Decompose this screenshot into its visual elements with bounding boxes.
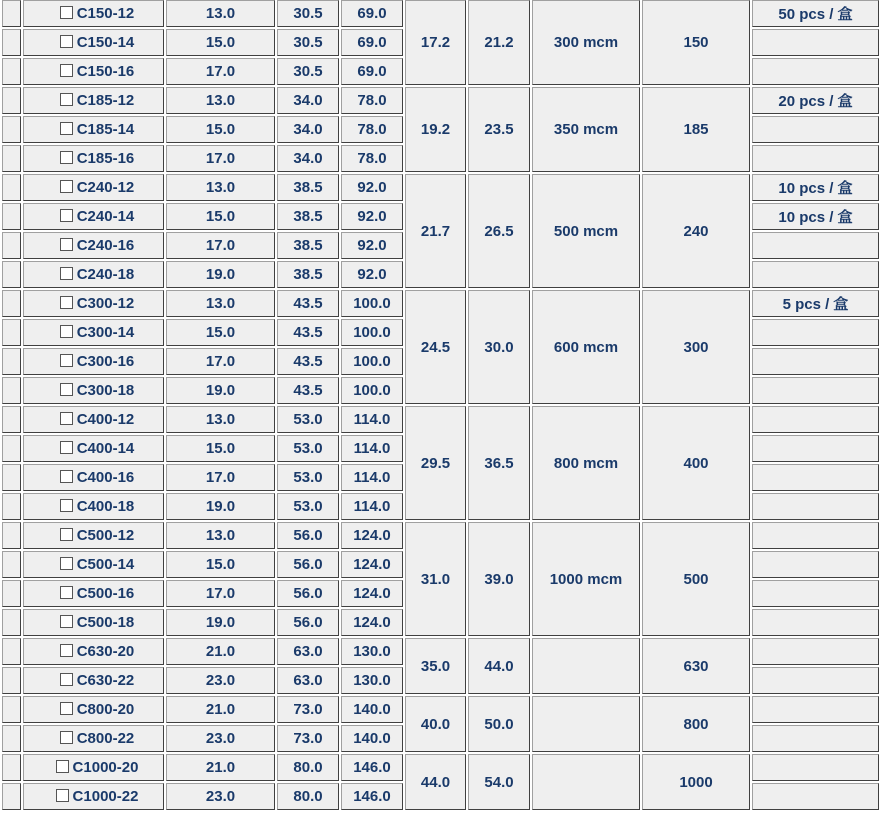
- select-checkbox[interactable]: [60, 325, 73, 338]
- cable-size-cell: 240: [642, 174, 750, 288]
- select-checkbox[interactable]: [60, 151, 73, 164]
- select-checkbox[interactable]: [60, 499, 73, 512]
- row-spacer-cell: [2, 609, 21, 636]
- bolt-size-cell: 19.0: [166, 493, 275, 520]
- width-cell: 56.0: [277, 551, 339, 578]
- bolt-size-cell: 13.0: [166, 406, 275, 433]
- part-number-label: C300-14: [76, 324, 135, 341]
- width-cell: 43.5: [277, 319, 339, 346]
- packing-cell: 10 pcs / 盒: [752, 203, 879, 230]
- bolt-size-cell: 19.0: [166, 377, 275, 404]
- part-number-cell: [23, 348, 164, 375]
- packing-cell: [752, 435, 879, 462]
- width-cell: 63.0: [277, 667, 339, 694]
- select-checkbox[interactable]: [60, 93, 73, 106]
- bolt-size-cell: 15.0: [166, 116, 275, 143]
- width-cell: 80.0: [277, 783, 339, 810]
- length-cell: 114.0: [341, 493, 403, 520]
- mcm-size-cell: [532, 638, 640, 694]
- width-cell: 30.5: [277, 0, 339, 27]
- bolt-size-cell: 13.0: [166, 87, 275, 114]
- length-cell: 140.0: [341, 725, 403, 752]
- outer-diameter-cell: 36.5: [468, 406, 530, 520]
- select-checkbox[interactable]: [60, 586, 73, 599]
- part-number-cell: [23, 464, 164, 491]
- part-number-cell: [23, 116, 164, 143]
- width-cell: 73.0: [277, 725, 339, 752]
- width-cell: 34.0: [277, 87, 339, 114]
- bolt-size-cell: 13.0: [166, 0, 275, 27]
- packing-cell: [752, 638, 879, 665]
- mcm-size-cell: [532, 696, 640, 752]
- length-cell: 124.0: [341, 522, 403, 549]
- mcm-size-cell: 300 mcm: [532, 0, 640, 85]
- select-checkbox[interactable]: [60, 470, 73, 483]
- length-cell: 114.0: [341, 406, 403, 433]
- mcm-size-cell: 1000 mcm: [532, 522, 640, 636]
- width-cell: 30.5: [277, 58, 339, 85]
- part-number-cell: [23, 754, 164, 781]
- part-number-label: C400-18: [76, 498, 135, 515]
- bolt-size-cell: 23.0: [166, 725, 275, 752]
- row-spacer-cell: [2, 696, 21, 723]
- part-number-cell: [23, 58, 164, 85]
- select-checkbox[interactable]: [60, 6, 73, 19]
- row-spacer-cell: [2, 319, 21, 346]
- select-checkbox[interactable]: [60, 615, 73, 628]
- packing-cell: [752, 696, 879, 723]
- part-number-cell: [23, 493, 164, 520]
- width-cell: 56.0: [277, 580, 339, 607]
- part-number-cell: [23, 783, 164, 810]
- width-cell: 56.0: [277, 522, 339, 549]
- row-spacer-cell: [2, 261, 21, 288]
- bolt-size-cell: 19.0: [166, 261, 275, 288]
- outer-diameter-cell: 44.0: [468, 638, 530, 694]
- packing-cell: [752, 667, 879, 694]
- outer-diameter-cell: 39.0: [468, 522, 530, 636]
- part-number-label: C1000-20: [72, 759, 139, 776]
- select-checkbox[interactable]: [60, 122, 73, 135]
- row-spacer-cell: [2, 203, 21, 230]
- table-row: [2, 522, 879, 549]
- part-number-label: C400-12: [76, 411, 135, 428]
- row-spacer-cell: [2, 783, 21, 810]
- row-spacer-cell: [2, 493, 21, 520]
- part-number-label: C1000-22: [72, 788, 139, 805]
- part-number-label: C800-20: [76, 701, 135, 718]
- part-number-label: C630-22: [76, 672, 135, 689]
- row-spacer-cell: [2, 29, 21, 56]
- row-spacer-cell: [2, 580, 21, 607]
- part-number-cell: [23, 406, 164, 433]
- length-cell: 92.0: [341, 261, 403, 288]
- packing-cell: [752, 580, 879, 607]
- length-cell: 124.0: [341, 551, 403, 578]
- row-spacer-cell: [2, 0, 21, 27]
- width-cell: 30.5: [277, 29, 339, 56]
- length-cell: 146.0: [341, 783, 403, 810]
- select-checkbox[interactable]: [60, 180, 73, 193]
- select-checkbox[interactable]: [60, 35, 73, 48]
- cable-size-cell: 630: [642, 638, 750, 694]
- part-number-label: C500-14: [76, 556, 135, 573]
- width-cell: 34.0: [277, 116, 339, 143]
- table-row: [2, 87, 879, 114]
- part-number-label: C150-14: [76, 34, 135, 51]
- width-cell: 38.5: [277, 174, 339, 201]
- row-spacer-cell: [2, 522, 21, 549]
- cable-size-cell: 500: [642, 522, 750, 636]
- width-cell: 43.5: [277, 290, 339, 317]
- length-cell: 100.0: [341, 319, 403, 346]
- select-checkbox[interactable]: [60, 528, 73, 541]
- bolt-size-cell: 13.0: [166, 522, 275, 549]
- length-cell: 78.0: [341, 87, 403, 114]
- length-cell: 92.0: [341, 174, 403, 201]
- width-cell: 34.0: [277, 145, 339, 172]
- bolt-size-cell: 17.0: [166, 232, 275, 259]
- outer-diameter-cell: 23.5: [468, 87, 530, 172]
- row-spacer-cell: [2, 551, 21, 578]
- inner-diameter-cell: 19.2: [405, 87, 466, 172]
- inner-diameter-cell: 40.0: [405, 696, 466, 752]
- packing-cell: [752, 348, 879, 375]
- part-number-label: C150-12: [76, 5, 135, 22]
- width-cell: 53.0: [277, 435, 339, 462]
- select-checkbox[interactable]: [60, 644, 73, 657]
- bolt-size-cell: 19.0: [166, 609, 275, 636]
- mcm-size-cell: 600 mcm: [532, 290, 640, 404]
- outer-diameter-cell: 50.0: [468, 696, 530, 752]
- select-checkbox[interactable]: [60, 354, 73, 367]
- length-cell: 92.0: [341, 203, 403, 230]
- width-cell: 38.5: [277, 232, 339, 259]
- row-spacer-cell: [2, 145, 21, 172]
- bolt-size-cell: 23.0: [166, 667, 275, 694]
- bolt-size-cell: 21.0: [166, 638, 275, 665]
- part-number-label: C185-16: [76, 150, 135, 167]
- part-number-cell: [23, 232, 164, 259]
- select-checkbox[interactable]: [60, 731, 73, 744]
- part-number-cell: [23, 580, 164, 607]
- mcm-size-cell: 350 mcm: [532, 87, 640, 172]
- packing-cell: [752, 725, 879, 752]
- outer-diameter-cell: 21.2: [468, 0, 530, 85]
- row-spacer-cell: [2, 464, 21, 491]
- packing-cell: [752, 493, 879, 520]
- bolt-size-cell: 17.0: [166, 58, 275, 85]
- select-checkbox[interactable]: [60, 238, 73, 251]
- select-checkbox[interactable]: [60, 209, 73, 222]
- width-cell: 38.5: [277, 261, 339, 288]
- length-cell: 92.0: [341, 232, 403, 259]
- part-number-label: C150-16: [76, 63, 135, 80]
- inner-diameter-cell: 31.0: [405, 522, 466, 636]
- part-number-cell: [23, 319, 164, 346]
- row-spacer-cell: [2, 754, 21, 781]
- table-row: [2, 754, 879, 781]
- bolt-size-cell: 15.0: [166, 203, 275, 230]
- length-cell: 100.0: [341, 377, 403, 404]
- width-cell: 53.0: [277, 493, 339, 520]
- bolt-size-cell: 15.0: [166, 319, 275, 346]
- packing-cell: [752, 58, 879, 85]
- part-number-label: C185-14: [76, 121, 135, 138]
- packing-cell: [752, 261, 879, 288]
- part-number-cell: [23, 29, 164, 56]
- width-cell: 43.5: [277, 348, 339, 375]
- packing-cell: [752, 29, 879, 56]
- part-number-cell: [23, 261, 164, 288]
- length-cell: 140.0: [341, 696, 403, 723]
- cable-size-cell: 800: [642, 696, 750, 752]
- inner-diameter-cell: 24.5: [405, 290, 466, 404]
- mcm-size-cell: 500 mcm: [532, 174, 640, 288]
- part-number-label: C240-12: [76, 179, 135, 196]
- width-cell: 53.0: [277, 406, 339, 433]
- bolt-size-cell: 21.0: [166, 696, 275, 723]
- row-spacer-cell: [2, 667, 21, 694]
- bolt-size-cell: 15.0: [166, 551, 275, 578]
- select-checkbox[interactable]: [60, 383, 73, 396]
- packing-cell: [752, 609, 879, 636]
- width-cell: 56.0: [277, 609, 339, 636]
- packing-cell: [752, 232, 879, 259]
- packing-cell: [752, 464, 879, 491]
- inner-diameter-cell: 35.0: [405, 638, 466, 694]
- packing-cell: [752, 319, 879, 346]
- packing-cell: 20 pcs / 盒: [752, 87, 879, 114]
- packing-cell: 5 pcs / 盒: [752, 290, 879, 317]
- row-spacer-cell: [2, 232, 21, 259]
- packing-cell: [752, 116, 879, 143]
- part-number-cell: [23, 0, 164, 27]
- length-cell: 130.0: [341, 638, 403, 665]
- bolt-size-cell: 15.0: [166, 435, 275, 462]
- packing-cell: [752, 783, 879, 810]
- part-number-label: C240-14: [76, 208, 135, 225]
- bolt-size-cell: 13.0: [166, 290, 275, 317]
- cable-size-cell: 1000: [642, 754, 750, 810]
- outer-diameter-cell: 54.0: [468, 754, 530, 810]
- length-cell: 124.0: [341, 580, 403, 607]
- width-cell: 53.0: [277, 464, 339, 491]
- spec-table-body: [2, 0, 879, 810]
- part-number-cell: [23, 145, 164, 172]
- mcm-size-cell: [532, 754, 640, 810]
- select-checkbox[interactable]: [56, 760, 69, 773]
- part-number-cell: [23, 667, 164, 694]
- bolt-size-cell: 13.0: [166, 174, 275, 201]
- inner-diameter-cell: 29.5: [405, 406, 466, 520]
- row-spacer-cell: [2, 435, 21, 462]
- length-cell: 114.0: [341, 435, 403, 462]
- width-cell: 63.0: [277, 638, 339, 665]
- cable-size-cell: 150: [642, 0, 750, 85]
- part-number-label: C500-18: [76, 614, 135, 631]
- part-number-cell: [23, 435, 164, 462]
- length-cell: 100.0: [341, 348, 403, 375]
- row-spacer-cell: [2, 377, 21, 404]
- select-checkbox[interactable]: [60, 267, 73, 280]
- mcm-size-cell: 800 mcm: [532, 406, 640, 520]
- row-spacer-cell: [2, 406, 21, 433]
- row-spacer-cell: [2, 58, 21, 85]
- select-checkbox[interactable]: [60, 557, 73, 570]
- bolt-size-cell: 17.0: [166, 348, 275, 375]
- part-number-label: C500-12: [76, 527, 135, 544]
- part-number-cell: [23, 522, 164, 549]
- part-number-cell: [23, 174, 164, 201]
- part-number-label: C240-18: [76, 266, 135, 283]
- width-cell: 43.5: [277, 377, 339, 404]
- table-row: [2, 638, 879, 665]
- packing-cell: 50 pcs / 盒: [752, 0, 879, 27]
- inner-diameter-cell: 44.0: [405, 754, 466, 810]
- select-checkbox[interactable]: [60, 64, 73, 77]
- length-cell: 69.0: [341, 58, 403, 85]
- cable-size-cell: 185: [642, 87, 750, 172]
- part-number-cell: [23, 696, 164, 723]
- table-row: [2, 174, 879, 201]
- part-number-cell: [23, 551, 164, 578]
- row-spacer-cell: [2, 348, 21, 375]
- row-spacer-cell: [2, 290, 21, 317]
- part-number-label: C500-16: [76, 585, 135, 602]
- inner-diameter-cell: 17.2: [405, 0, 466, 85]
- part-number-cell: [23, 377, 164, 404]
- part-number-label: C300-18: [76, 382, 135, 399]
- packing-cell: [752, 551, 879, 578]
- part-number-cell: [23, 609, 164, 636]
- table-row: [2, 696, 879, 723]
- part-number-cell: [23, 638, 164, 665]
- part-number-label: C630-20: [76, 643, 135, 660]
- bolt-size-cell: 17.0: [166, 580, 275, 607]
- packing-cell: [752, 145, 879, 172]
- packing-cell: [752, 754, 879, 781]
- packing-cell: [752, 377, 879, 404]
- packing-cell: [752, 522, 879, 549]
- part-number-label: C400-14: [76, 440, 135, 457]
- width-cell: 73.0: [277, 696, 339, 723]
- bolt-size-cell: 15.0: [166, 29, 275, 56]
- width-cell: 80.0: [277, 754, 339, 781]
- part-number-cell: [23, 725, 164, 752]
- select-checkbox[interactable]: [60, 441, 73, 454]
- part-number-label: C400-16: [76, 469, 135, 486]
- part-number-label: C240-16: [76, 237, 135, 254]
- length-cell: 130.0: [341, 667, 403, 694]
- cable-size-cell: 300: [642, 290, 750, 404]
- select-checkbox[interactable]: [60, 412, 73, 425]
- part-number-label: C300-12: [76, 295, 135, 312]
- row-spacer-cell: [2, 87, 21, 114]
- width-cell: 38.5: [277, 203, 339, 230]
- length-cell: 146.0: [341, 754, 403, 781]
- part-number-cell: [23, 87, 164, 114]
- bolt-size-cell: 23.0: [166, 783, 275, 810]
- packing-cell: 10 pcs / 盒: [752, 174, 879, 201]
- select-checkbox[interactable]: [60, 673, 73, 686]
- length-cell: 124.0: [341, 609, 403, 636]
- select-checkbox[interactable]: [60, 702, 73, 715]
- row-spacer-cell: [2, 116, 21, 143]
- bolt-size-cell: 17.0: [166, 464, 275, 491]
- outer-diameter-cell: 26.5: [468, 174, 530, 288]
- length-cell: 69.0: [341, 29, 403, 56]
- bolt-size-cell: 17.0: [166, 145, 275, 172]
- part-number-label: C185-12: [76, 92, 135, 109]
- row-spacer-cell: [2, 725, 21, 752]
- select-checkbox[interactable]: [60, 296, 73, 309]
- table-row: [2, 406, 879, 433]
- length-cell: 78.0: [341, 116, 403, 143]
- cable-size-cell: 400: [642, 406, 750, 520]
- length-cell: 114.0: [341, 464, 403, 491]
- select-checkbox[interactable]: [56, 789, 69, 802]
- row-spacer-cell: [2, 174, 21, 201]
- bolt-size-cell: 21.0: [166, 754, 275, 781]
- length-cell: 69.0: [341, 0, 403, 27]
- part-number-cell: [23, 290, 164, 317]
- length-cell: 78.0: [341, 145, 403, 172]
- packing-cell: [752, 406, 879, 433]
- table-row: [2, 290, 879, 317]
- row-spacer-cell: [2, 638, 21, 665]
- part-number-cell: [23, 203, 164, 230]
- table-row: [2, 0, 879, 27]
- inner-diameter-cell: 21.7: [405, 174, 466, 288]
- outer-diameter-cell: 30.0: [468, 290, 530, 404]
- part-number-label: C300-16: [76, 353, 135, 370]
- part-number-label: C800-22: [76, 730, 135, 747]
- length-cell: 100.0: [341, 290, 403, 317]
